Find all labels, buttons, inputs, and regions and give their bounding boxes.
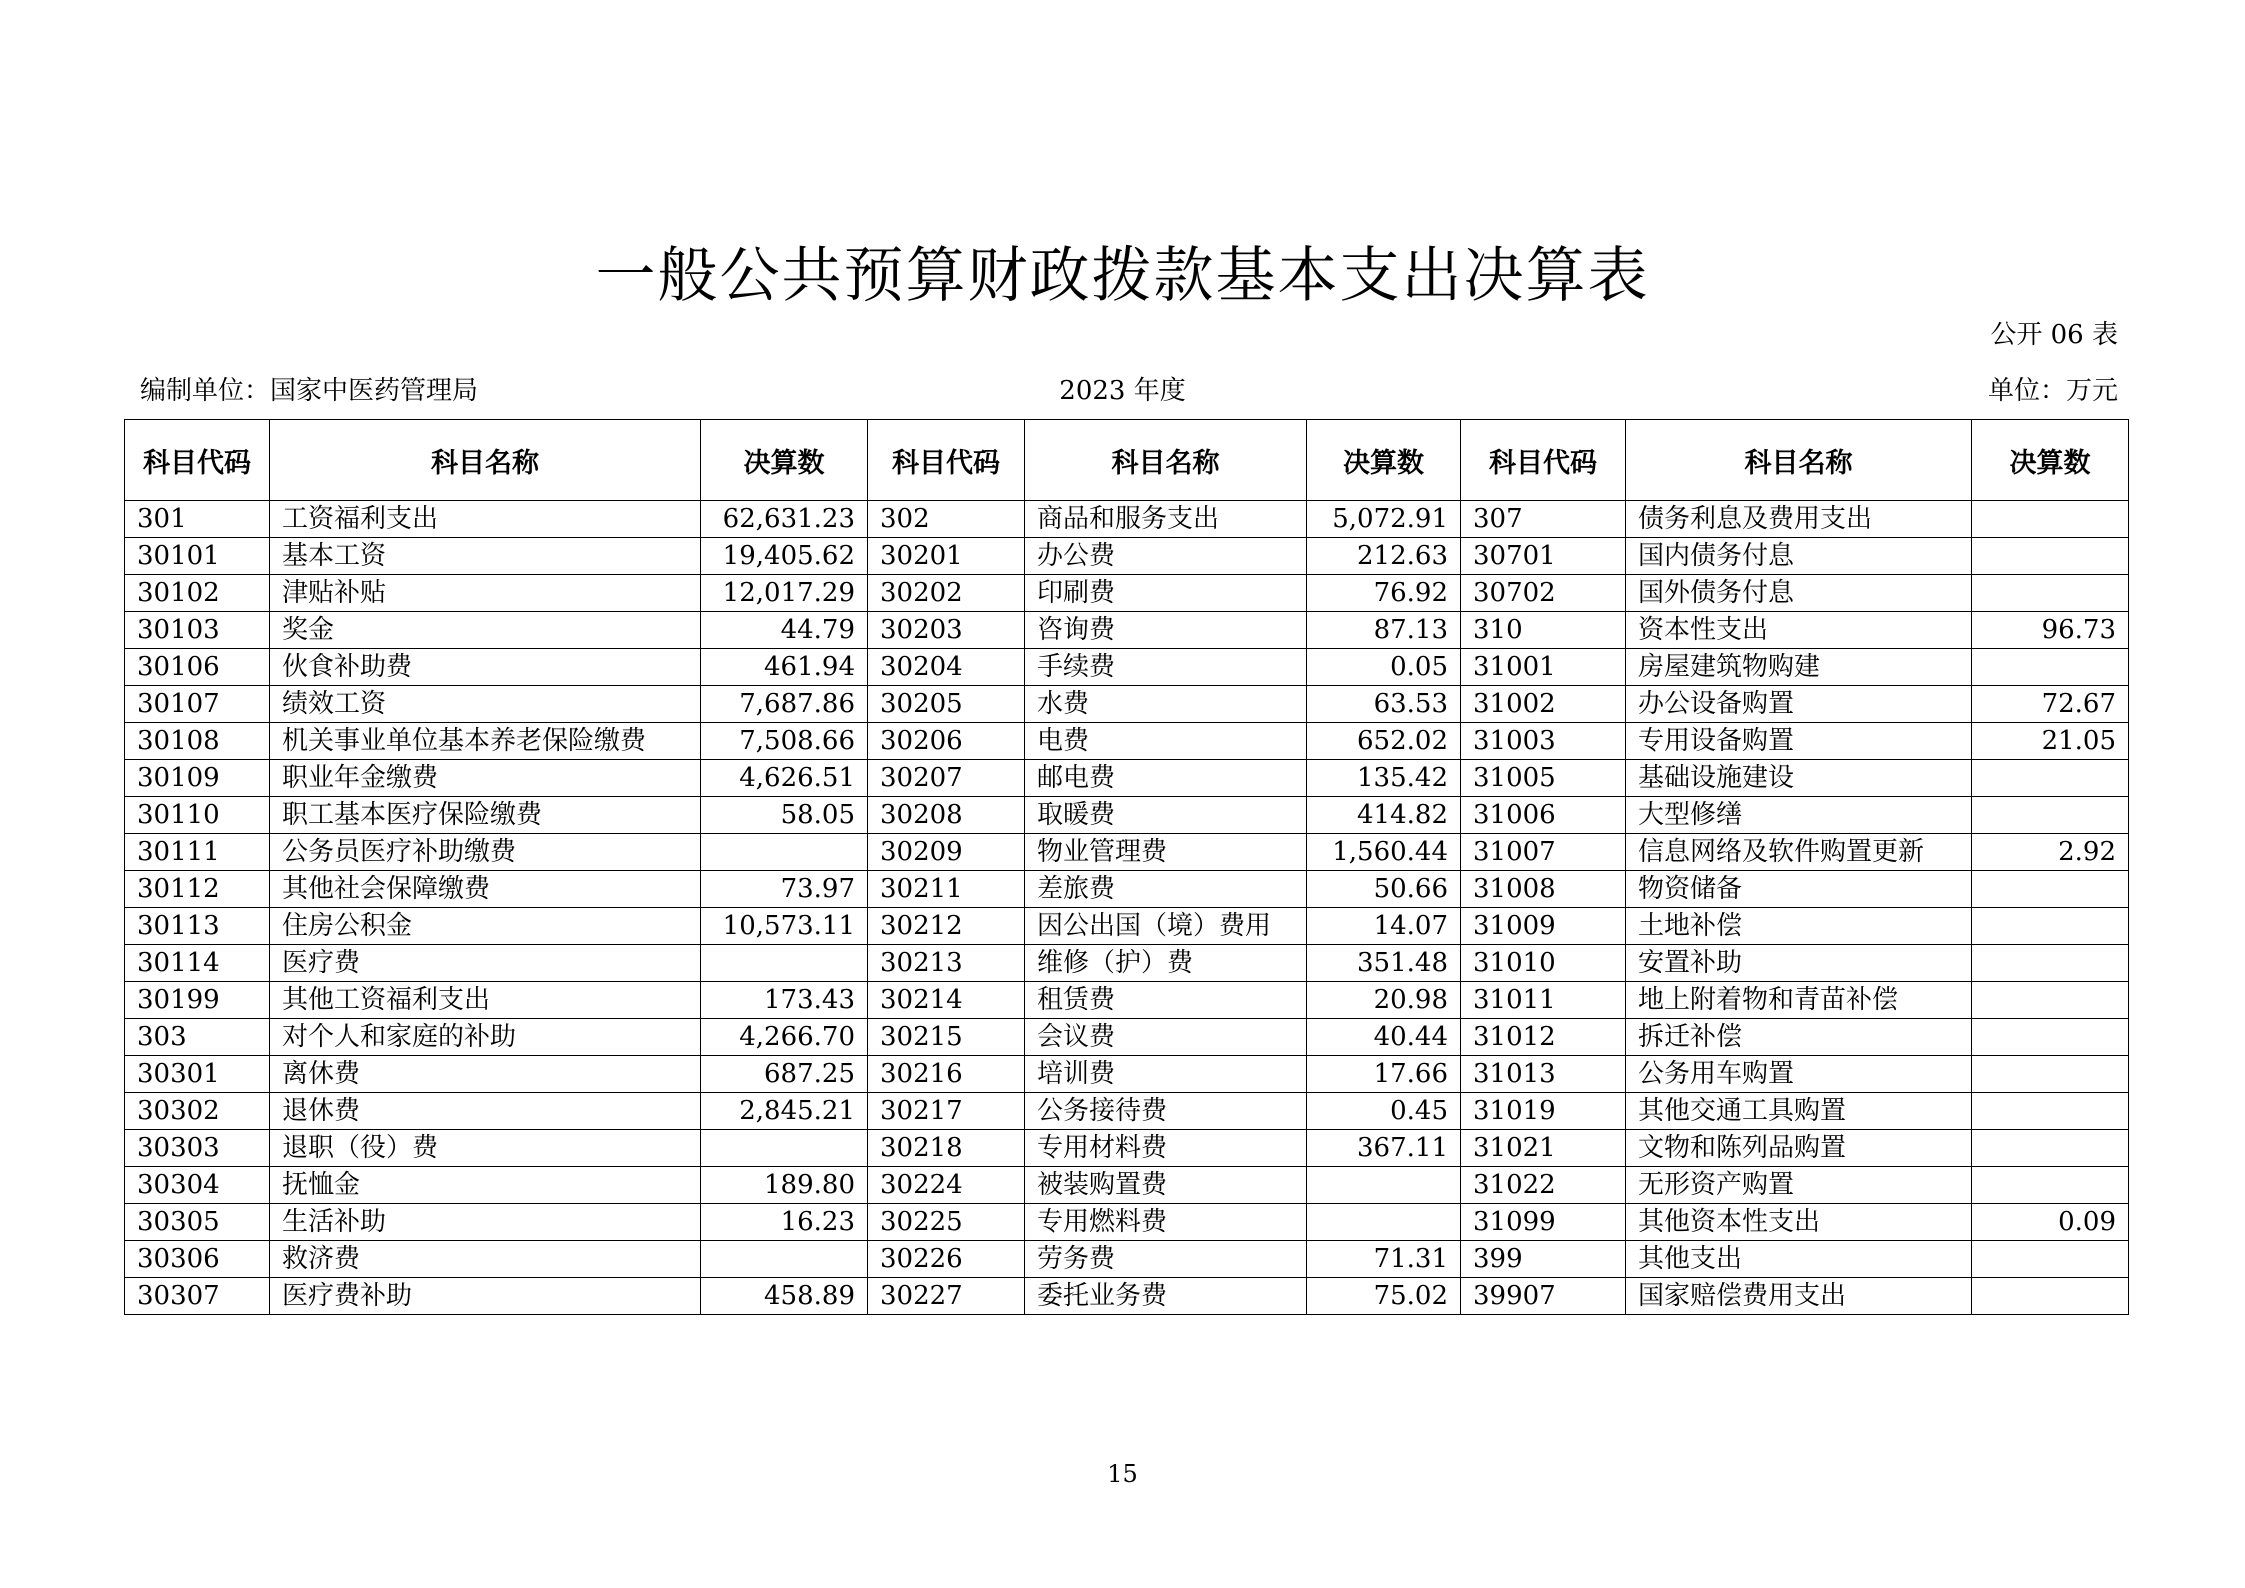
subject-name-cell: 其他支出 — [1626, 1241, 1972, 1278]
subject-name-cell: 办公费 — [1025, 538, 1307, 575]
subject-name-cell: 奖金 — [270, 612, 701, 649]
table-row — [125, 1093, 2129, 1130]
subject-code-cell: 30217 — [868, 1093, 1025, 1130]
subject-name-cell: 电费 — [1025, 723, 1307, 760]
final-amount-cell: 0.05 — [1307, 649, 1461, 686]
subject-code-cell: 30212 — [868, 908, 1025, 945]
subject-name-cell: 医疗费补助 — [270, 1278, 701, 1315]
final-amount-cell — [1972, 982, 2129, 1019]
table-row — [125, 538, 2129, 575]
table-row — [125, 908, 2129, 945]
final-amount-cell: 212.63 — [1307, 538, 1461, 575]
final-amount-cell: 652.02 — [1307, 723, 1461, 760]
subject-name-cell: 基本工资 — [270, 538, 701, 575]
subject-code-cell: 30305 — [125, 1204, 270, 1241]
subject-code-cell: 30301 — [125, 1056, 270, 1093]
final-amount-cell — [1972, 1056, 2129, 1093]
final-amount-cell: 7,508.66 — [701, 723, 868, 760]
subject-name-cell: 国内债务付息 — [1626, 538, 1972, 575]
final-amount-cell: 73.97 — [701, 871, 868, 908]
page-title: 一般公共预算财政拨款基本支出决算表 — [595, 241, 1650, 311]
final-amount-cell: 0.09 — [1972, 1204, 2129, 1241]
subject-name-cell: 其他资本性支出 — [1626, 1204, 1972, 1241]
subject-code-cell: 30224 — [868, 1167, 1025, 1204]
final-amount-cell — [701, 834, 868, 871]
final-amount-cell: 367.11 — [1307, 1130, 1461, 1167]
final-amount-cell: 189.80 — [701, 1167, 868, 1204]
table-row — [125, 649, 2129, 686]
subject-name-cell: 大型修缮 — [1626, 797, 1972, 834]
subject-code-cell: 31009 — [1461, 908, 1626, 945]
subject-code-cell: 303 — [125, 1019, 270, 1056]
table-row — [125, 945, 2129, 982]
column-header: 科目名称 — [1626, 420, 1972, 501]
subject-code-cell: 31005 — [1461, 760, 1626, 797]
currency-unit: 单位：万元 — [1987, 376, 2118, 406]
subject-code-cell: 30107 — [125, 686, 270, 723]
final-amount-cell: 21.05 — [1972, 723, 2129, 760]
subject-name-cell: 退职（役）费 — [270, 1130, 701, 1167]
expenditure-table — [124, 419, 2129, 1315]
subject-code-cell: 30111 — [125, 834, 270, 871]
table-row — [125, 723, 2129, 760]
final-amount-cell — [1307, 1167, 1461, 1204]
subject-code-cell: 30103 — [125, 612, 270, 649]
subject-code-cell: 30199 — [125, 982, 270, 1019]
final-amount-cell: 76.92 — [1307, 575, 1461, 612]
subject-code-cell: 301 — [125, 501, 270, 538]
subject-name-cell: 其他交通工具购置 — [1626, 1093, 1972, 1130]
subject-name-cell: 安置补助 — [1626, 945, 1972, 982]
final-amount-cell: 75.02 — [1307, 1278, 1461, 1315]
subject-name-cell: 机关事业单位基本养老保险缴费 — [270, 723, 701, 760]
final-amount-cell: 687.25 — [701, 1056, 868, 1093]
final-amount-cell — [1972, 945, 2129, 982]
subject-name-cell: 被装购置费 — [1025, 1167, 1307, 1204]
table-row — [125, 982, 2129, 1019]
final-amount-cell: 71.31 — [1307, 1241, 1461, 1278]
subject-code-cell: 31001 — [1461, 649, 1626, 686]
final-amount-cell — [701, 1241, 868, 1278]
final-amount-cell: 5,072.91 — [1307, 501, 1461, 538]
subject-name-cell: 信息网络及软件购置更新 — [1626, 834, 1972, 871]
subject-code-cell: 30109 — [125, 760, 270, 797]
final-amount-cell — [1972, 1093, 2129, 1130]
column-header: 科目名称 — [1025, 420, 1307, 501]
subject-name-cell: 办公设备购置 — [1626, 686, 1972, 723]
subject-code-cell: 31022 — [1461, 1167, 1626, 1204]
subject-code-cell: 30101 — [125, 538, 270, 575]
final-amount-cell: 87.13 — [1307, 612, 1461, 649]
subject-name-cell: 离休费 — [270, 1056, 701, 1093]
subject-code-cell: 310 — [1461, 612, 1626, 649]
subject-name-cell: 津贴补贴 — [270, 575, 701, 612]
final-amount-cell: 44.79 — [701, 612, 868, 649]
final-amount-cell: 7,687.86 — [701, 686, 868, 723]
table-row — [125, 1241, 2129, 1278]
subject-name-cell: 资本性支出 — [1626, 612, 1972, 649]
subject-name-cell: 因公出国（境）费用 — [1025, 908, 1307, 945]
subject-code-cell: 39907 — [1461, 1278, 1626, 1315]
final-amount-cell — [1972, 1241, 2129, 1278]
subject-code-cell: 30304 — [125, 1167, 270, 1204]
subject-code-cell: 30202 — [868, 575, 1025, 612]
subject-code-cell: 30701 — [1461, 538, 1626, 575]
table-id: 公开 06 表 — [1990, 320, 2118, 350]
final-amount-cell: 19,405.62 — [701, 538, 868, 575]
subject-code-cell: 31012 — [1461, 1019, 1626, 1056]
final-amount-cell: 72.67 — [1972, 686, 2129, 723]
subject-code-cell: 31019 — [1461, 1093, 1626, 1130]
final-amount-cell — [1972, 760, 2129, 797]
subject-code-cell: 30108 — [125, 723, 270, 760]
final-amount-cell: 0.45 — [1307, 1093, 1461, 1130]
table-row — [125, 1019, 2129, 1056]
subject-name-cell: 绩效工资 — [270, 686, 701, 723]
subject-name-cell: 劳务费 — [1025, 1241, 1307, 1278]
subject-name-cell: 公务接待费 — [1025, 1093, 1307, 1130]
column-header: 决算数 — [1307, 420, 1461, 501]
subject-code-cell: 31011 — [1461, 982, 1626, 1019]
final-amount-cell: 96.73 — [1972, 612, 2129, 649]
subject-code-cell: 30303 — [125, 1130, 270, 1167]
final-amount-cell: 135.42 — [1307, 760, 1461, 797]
column-header: 科目代码 — [1461, 420, 1626, 501]
final-amount-cell: 4,266.70 — [701, 1019, 868, 1056]
subject-name-cell: 救济费 — [270, 1241, 701, 1278]
subject-code-cell: 30110 — [125, 797, 270, 834]
final-amount-cell: 14.07 — [1307, 908, 1461, 945]
final-amount-cell — [701, 1130, 868, 1167]
final-amount-cell: 20.98 — [1307, 982, 1461, 1019]
subject-name-cell: 国外债务付息 — [1626, 575, 1972, 612]
column-header: 科目代码 — [125, 420, 270, 501]
table-row — [125, 501, 2129, 538]
subject-name-cell: 租赁费 — [1025, 982, 1307, 1019]
subject-code-cell: 30306 — [125, 1241, 270, 1278]
final-amount-cell: 351.48 — [1307, 945, 1461, 982]
column-header: 科目名称 — [270, 420, 701, 501]
subject-code-cell: 30203 — [868, 612, 1025, 649]
subject-code-cell: 30214 — [868, 982, 1025, 1019]
subject-name-cell: 基础设施建设 — [1626, 760, 1972, 797]
subject-name-cell: 商品和服务支出 — [1025, 501, 1307, 538]
final-amount-cell — [1307, 1204, 1461, 1241]
subject-name-cell: 咨询费 — [1025, 612, 1307, 649]
subject-name-cell: 退休费 — [270, 1093, 701, 1130]
subject-code-cell: 30113 — [125, 908, 270, 945]
subject-code-cell: 31010 — [1461, 945, 1626, 982]
subject-name-cell: 抚恤金 — [270, 1167, 701, 1204]
subject-name-cell: 医疗费 — [270, 945, 701, 982]
subject-name-cell: 手续费 — [1025, 649, 1307, 686]
subject-name-cell: 水费 — [1025, 686, 1307, 723]
table-row — [125, 1130, 2129, 1167]
subject-name-cell: 维修（护）费 — [1025, 945, 1307, 982]
final-amount-cell: 2.92 — [1972, 834, 2129, 871]
subject-code-cell: 30114 — [125, 945, 270, 982]
subject-name-cell: 物业管理费 — [1025, 834, 1307, 871]
subject-name-cell: 邮电费 — [1025, 760, 1307, 797]
subject-name-cell: 差旅费 — [1025, 871, 1307, 908]
final-amount-cell: 16.23 — [701, 1204, 868, 1241]
subject-code-cell: 31099 — [1461, 1204, 1626, 1241]
final-amount-cell — [1972, 1278, 2129, 1315]
table-row — [125, 871, 2129, 908]
table-row — [125, 760, 2129, 797]
subject-code-cell: 30307 — [125, 1278, 270, 1315]
fiscal-year: 2023 年度 — [1059, 376, 1186, 406]
subject-code-cell: 30211 — [868, 871, 1025, 908]
subject-name-cell: 取暖费 — [1025, 797, 1307, 834]
subject-name-cell: 其他工资福利支出 — [270, 982, 701, 1019]
final-amount-cell — [1972, 871, 2129, 908]
final-amount-cell: 4,626.51 — [701, 760, 868, 797]
final-amount-cell — [1972, 1167, 2129, 1204]
subject-code-cell: 30216 — [868, 1056, 1025, 1093]
subject-name-cell: 会议费 — [1025, 1019, 1307, 1056]
subject-name-cell: 土地补偿 — [1626, 908, 1972, 945]
final-amount-cell: 40.44 — [1307, 1019, 1461, 1056]
final-amount-cell — [1972, 575, 2129, 612]
subject-name-cell: 公务用车购置 — [1626, 1056, 1972, 1093]
final-amount-cell — [1972, 1019, 2129, 1056]
subject-code-cell: 302 — [868, 501, 1025, 538]
table-header-row — [125, 420, 2129, 501]
final-amount-cell: 17.66 — [1307, 1056, 1461, 1093]
subject-code-cell: 30213 — [868, 945, 1025, 982]
subject-name-cell: 文物和陈列品购置 — [1626, 1130, 1972, 1167]
subject-name-cell: 房屋建筑物购建 — [1626, 649, 1972, 686]
subject-name-cell: 无形资产购置 — [1626, 1167, 1972, 1204]
final-amount-cell: 2,845.21 — [701, 1093, 868, 1130]
subject-name-cell: 其他社会保障缴费 — [270, 871, 701, 908]
subject-name-cell: 地上附着物和青苗补偿 — [1626, 982, 1972, 1019]
subject-code-cell: 30218 — [868, 1130, 1025, 1167]
table-row — [125, 1204, 2129, 1241]
table-row — [125, 797, 2129, 834]
subject-code-cell: 307 — [1461, 501, 1626, 538]
subject-code-cell: 30204 — [868, 649, 1025, 686]
final-amount-cell — [1972, 908, 2129, 945]
subject-code-cell: 30206 — [868, 723, 1025, 760]
subject-code-cell: 30112 — [125, 871, 270, 908]
final-amount-cell: 12,017.29 — [701, 575, 868, 612]
subject-name-cell: 专用材料费 — [1025, 1130, 1307, 1167]
final-amount-cell: 50.66 — [1307, 871, 1461, 908]
subject-name-cell: 住房公积金 — [270, 908, 701, 945]
subject-name-cell: 生活补助 — [270, 1204, 701, 1241]
table-row — [125, 834, 2129, 871]
subject-code-cell: 31013 — [1461, 1056, 1626, 1093]
subject-name-cell: 工资福利支出 — [270, 501, 701, 538]
final-amount-cell: 173.43 — [701, 982, 868, 1019]
final-amount-cell: 458.89 — [701, 1278, 868, 1315]
subject-code-cell: 30209 — [868, 834, 1025, 871]
subject-name-cell: 印刷费 — [1025, 575, 1307, 612]
subject-code-cell: 399 — [1461, 1241, 1626, 1278]
subject-code-cell: 30226 — [868, 1241, 1025, 1278]
subject-name-cell: 职工基本医疗保险缴费 — [270, 797, 701, 834]
subject-name-cell: 物资储备 — [1626, 871, 1972, 908]
final-amount-cell: 58.05 — [701, 797, 868, 834]
subject-code-cell: 31006 — [1461, 797, 1626, 834]
subject-name-cell: 委托业务费 — [1025, 1278, 1307, 1315]
column-header: 决算数 — [701, 420, 868, 501]
subject-name-cell: 专用燃料费 — [1025, 1204, 1307, 1241]
subject-name-cell: 职业年金缴费 — [270, 760, 701, 797]
subject-code-cell: 31007 — [1461, 834, 1626, 871]
subject-code-cell: 30225 — [868, 1204, 1025, 1241]
table-row — [125, 1056, 2129, 1093]
subject-code-cell: 30106 — [125, 649, 270, 686]
table-row — [125, 612, 2129, 649]
compiling-unit: 编制单位：国家中医药管理局 — [140, 376, 479, 406]
subject-code-cell: 31003 — [1461, 723, 1626, 760]
subject-name-cell: 对个人和家庭的补助 — [270, 1019, 701, 1056]
subject-code-cell: 30205 — [868, 686, 1025, 723]
column-header: 决算数 — [1972, 420, 2129, 501]
final-amount-cell: 461.94 — [701, 649, 868, 686]
final-amount-cell: 63.53 — [1307, 686, 1461, 723]
subject-name-cell: 拆迁补偿 — [1626, 1019, 1972, 1056]
subject-name-cell: 培训费 — [1025, 1056, 1307, 1093]
subject-code-cell: 30201 — [868, 538, 1025, 575]
table-row — [125, 1167, 2129, 1204]
subject-code-cell: 30102 — [125, 575, 270, 612]
final-amount-cell — [1972, 538, 2129, 575]
final-amount-cell — [701, 945, 868, 982]
final-amount-cell: 414.82 — [1307, 797, 1461, 834]
subject-name-cell: 专用设备购置 — [1626, 723, 1972, 760]
subject-code-cell: 31021 — [1461, 1130, 1626, 1167]
table-row — [125, 1278, 2129, 1315]
subject-code-cell: 30208 — [868, 797, 1025, 834]
subject-code-cell: 31008 — [1461, 871, 1626, 908]
subject-name-cell: 国家赔偿费用支出 — [1626, 1278, 1972, 1315]
page-number: 15 — [1107, 1460, 1138, 1488]
final-amount-cell — [1972, 649, 2129, 686]
table-row — [125, 575, 2129, 612]
final-amount-cell: 10,573.11 — [701, 908, 868, 945]
subject-code-cell: 30702 — [1461, 575, 1626, 612]
final-amount-cell — [1972, 797, 2129, 834]
table-row — [125, 686, 2129, 723]
final-amount-cell: 62,631.23 — [701, 501, 868, 538]
subject-code-cell: 30207 — [868, 760, 1025, 797]
column-header: 科目代码 — [868, 420, 1025, 501]
subject-code-cell: 31002 — [1461, 686, 1626, 723]
subject-code-cell: 30302 — [125, 1093, 270, 1130]
subject-code-cell: 30227 — [868, 1278, 1025, 1315]
subject-name-cell: 债务利息及费用支出 — [1626, 501, 1972, 538]
final-amount-cell: 1,560.44 — [1307, 834, 1461, 871]
final-amount-cell — [1972, 501, 2129, 538]
subject-name-cell: 伙食补助费 — [270, 649, 701, 686]
final-amount-cell — [1972, 1130, 2129, 1167]
subject-name-cell: 公务员医疗补助缴费 — [270, 834, 701, 871]
subject-code-cell: 30215 — [868, 1019, 1025, 1056]
